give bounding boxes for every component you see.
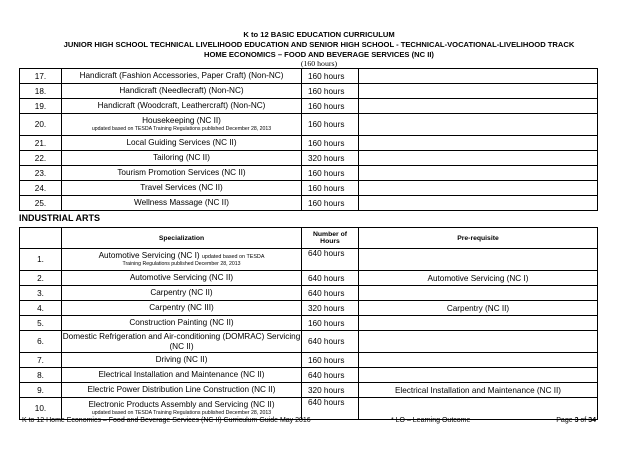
table-row — [20, 136, 598, 151]
row-hours: 160 hours — [302, 316, 359, 331]
specialization-table-continued — [19, 68, 598, 211]
row-hours: 160 hours — [302, 166, 359, 181]
row-prerequisite — [359, 166, 598, 181]
row-number: 18. — [20, 84, 62, 99]
header-hours — [302, 228, 359, 249]
row-number: 6. — [20, 331, 62, 353]
row-prerequisite — [359, 99, 598, 114]
specialization-text: Construction Painting (NC II) — [129, 318, 234, 327]
footer-lo-note: * LO – Learning Outcome — [391, 417, 471, 424]
specialization-note: updated based on TESDA Training Regulations published December 28, 2013 — [91, 126, 272, 132]
row-hours: 160 hours — [302, 196, 359, 211]
row-specialization — [62, 316, 302, 331]
header-hours-line1: Number of — [313, 231, 347, 238]
header-hours-line2: Hours — [320, 238, 340, 245]
row-hours: 160 hours — [302, 99, 359, 114]
specialization-text: Automotive Servicing (NC I) — [98, 251, 200, 260]
row-hours: 640 hours — [302, 286, 359, 301]
row-prerequisite — [359, 69, 598, 84]
table-row — [20, 249, 598, 271]
row-specialization — [62, 353, 302, 368]
table-row — [20, 316, 598, 331]
row-prerequisite — [359, 196, 598, 211]
row-hours: 320 hours — [302, 301, 359, 316]
row-prerequisite: Electrical Installation and Maintenance (NC II) — [359, 383, 598, 398]
row-number: 2. — [20, 271, 62, 286]
table-header-row — [20, 228, 598, 249]
table-row — [20, 181, 598, 196]
table-row — [20, 286, 598, 301]
row-number: 23. — [20, 166, 62, 181]
specialization-inline-note: updated based on TESDA — [201, 254, 265, 260]
row-number: 1. — [20, 249, 62, 271]
specialization-text: Electronic Products Assembly and Servicing (NC II) — [88, 400, 275, 409]
row-specialization — [62, 181, 302, 196]
table-row — [20, 271, 598, 286]
row-hours: 160 hours — [302, 114, 359, 136]
table-row — [20, 166, 598, 181]
program-hours: (160 hours) — [300, 59, 338, 68]
row-prerequisite — [359, 368, 598, 383]
row-number: 3. — [20, 286, 62, 301]
header-specialization: Specialization — [62, 228, 302, 249]
table-row — [20, 301, 598, 316]
industrial-arts-table — [19, 227, 598, 420]
row-hours: 160 hours — [302, 136, 359, 151]
row-number: 24. — [20, 181, 62, 196]
table-row — [20, 114, 598, 136]
row-number: 17. — [20, 69, 62, 84]
table-row — [20, 368, 598, 383]
row-number: 10. — [20, 398, 62, 420]
row-number: 21. — [20, 136, 62, 151]
specialization-text: Travel Services (NC II) — [140, 183, 223, 192]
footer-page-number — [556, 417, 596, 424]
row-prerequisite — [359, 353, 598, 368]
table-row — [20, 196, 598, 211]
specialization-text: Handicraft (Woodcraft, Leathercraft) (Non-NC) — [97, 101, 266, 110]
page-current: 3 — [574, 417, 579, 424]
row-prerequisite: Automotive Servicing (NC I) — [359, 271, 598, 286]
row-specialization — [62, 331, 302, 353]
table-row — [20, 353, 598, 368]
header-number — [20, 228, 62, 249]
row-specialization — [62, 136, 302, 151]
specialization-text: Electric Power Distribution Line Construction (NC II) — [87, 385, 276, 394]
specialization-text: Wellness Massage (NC II) — [134, 198, 229, 207]
row-prerequisite: Carpentry (NC II) — [359, 301, 598, 316]
row-number: 7. — [20, 353, 62, 368]
row-specialization — [62, 99, 302, 114]
row-number: 5. — [20, 316, 62, 331]
section-title-industrial-arts: INDUSTRIAL ARTS — [19, 213, 100, 223]
row-number: 25. — [20, 196, 62, 211]
footer-guide-title: K to 12 Home Economics – Food and Beverage Services (NC II) Curriculum Guide May 2016 — [22, 417, 311, 424]
row-hours: 320 hours — [302, 383, 359, 398]
header-prerequisite: Pre-requisite — [359, 228, 598, 249]
row-hours: 640 hours — [302, 331, 359, 353]
row-specialization — [62, 271, 302, 286]
row-hours: 640 hours — [302, 249, 359, 271]
table-row — [20, 151, 598, 166]
specialization-text: Tourism Promotion Services (NC II) — [117, 168, 246, 177]
table-row — [20, 84, 598, 99]
row-hours: 160 hours — [302, 181, 359, 196]
row-hours: 160 hours — [302, 69, 359, 84]
specialization-text: Housekeeping (NC II) — [142, 116, 221, 125]
table-row — [20, 331, 598, 353]
row-number: 9. — [20, 383, 62, 398]
page-prefix: Page — [556, 417, 575, 424]
row-number: 4. — [20, 301, 62, 316]
row-hours: 640 hours — [302, 368, 359, 383]
row-specialization — [62, 166, 302, 181]
page-of: of — [578, 417, 589, 424]
specialization-text: Carpentry (NC II) — [150, 288, 213, 297]
specialization-text-cont: (NC II) — [169, 341, 194, 351]
table-row — [20, 383, 598, 398]
row-number: 22. — [20, 151, 62, 166]
specialization-text: Domestic Refrigeration and Air-conditioning (DOMRAC) Servicing — [62, 331, 301, 341]
doc-subtitle: JUNIOR HIGH SCHOOL TECHNICAL LIVELIHOOD EDUCATION AND SENIOR HIGH SCHOOL - TECHNICAL-VOCATIONAL-LIVELIHOOD TRACK — [63, 40, 575, 49]
row-specialization — [62, 249, 302, 271]
row-prerequisite — [359, 316, 598, 331]
specialization-text: Tailoring (NC II) — [153, 153, 210, 162]
row-prerequisite — [359, 181, 598, 196]
row-prerequisite — [359, 286, 598, 301]
row-number: 20. — [20, 114, 62, 136]
page-total: 34 — [588, 417, 596, 424]
specialization-note: updated based on TESDA Training Regulations published December 28, 2013 — [91, 410, 272, 416]
row-specialization — [62, 301, 302, 316]
row-specialization — [62, 368, 302, 383]
specialization-text: Automotive Servicing (NC II) — [129, 273, 234, 282]
row-prerequisite — [359, 136, 598, 151]
doc-program-title: HOME ECONOMICS – FOOD AND BEVERAGE SERVICES (NC II) — [204, 50, 434, 59]
row-specialization — [62, 286, 302, 301]
row-hours: 160 hours — [302, 353, 359, 368]
specialization-text: Local Guiding Services (NC II) — [126, 138, 237, 147]
row-specialization — [62, 114, 302, 136]
row-prerequisite — [359, 114, 598, 136]
row-prerequisite — [359, 84, 598, 99]
specialization-text: Electrical Installation and Maintenance (NC II) — [98, 370, 265, 379]
row-prerequisite — [359, 249, 598, 271]
table-row — [20, 69, 598, 84]
specialization-text: Handicraft (Needlecraft) (Non-NC) — [119, 86, 244, 95]
specialization-text: Driving (NC II) — [155, 355, 208, 364]
specialization-text: Carpentry (NC III) — [149, 303, 214, 312]
row-specialization — [62, 84, 302, 99]
row-number: 19. — [20, 99, 62, 114]
row-prerequisite — [359, 151, 598, 166]
row-specialization — [62, 383, 302, 398]
row-prerequisite — [359, 331, 598, 353]
specialization-text: Handicraft (Fashion Accessories, Paper Craft) (Non-NC) — [79, 71, 284, 80]
row-hours: 640 hours — [302, 271, 359, 286]
doc-title: K to 12 BASIC EDUCATION CURRICULUM — [243, 30, 395, 39]
row-hours: 160 hours — [302, 84, 359, 99]
row-hours: 640 hours — [302, 398, 359, 420]
row-hours: 320 hours — [302, 151, 359, 166]
row-specialization — [62, 151, 302, 166]
row-specialization — [62, 196, 302, 211]
row-number: 8. — [20, 368, 62, 383]
specialization-note: Training Regulations published December 28, 2013 — [122, 261, 241, 267]
row-specialization — [62, 69, 302, 84]
table-row — [20, 99, 598, 114]
